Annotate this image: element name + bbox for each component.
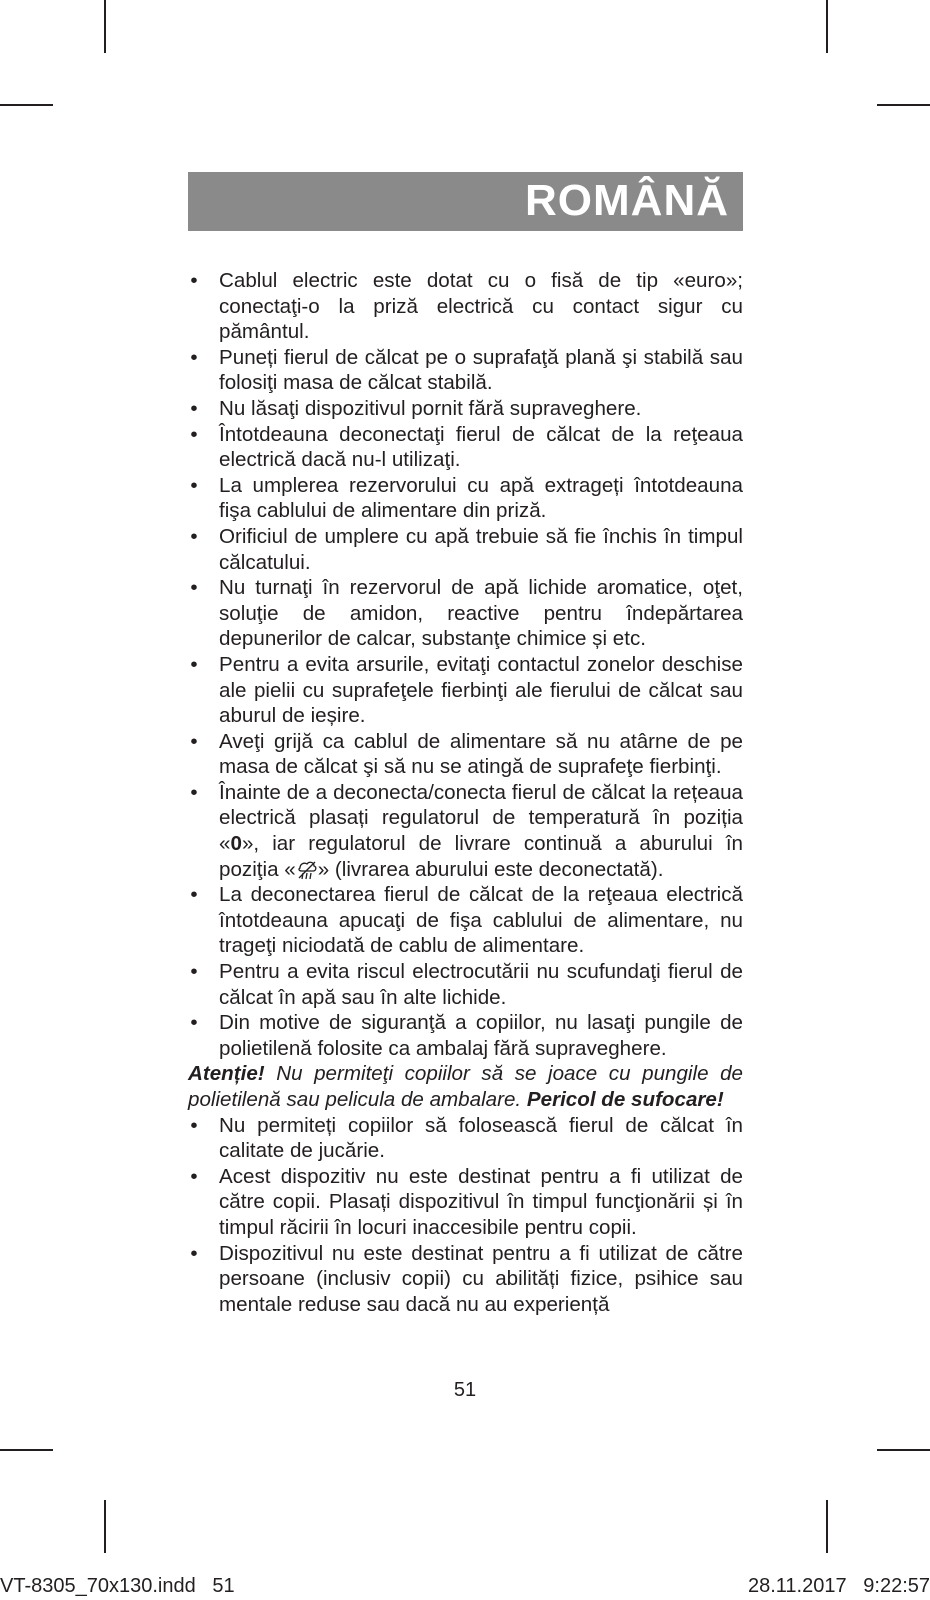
footer-file: VT-8305_70x130.indd 51 [0, 1575, 235, 1597]
bullet: • [190, 729, 198, 753]
language-header [188, 172, 743, 231]
crop-mark [104, 0, 106, 53]
crop-mark [0, 104, 53, 106]
bullet: • [190, 269, 198, 292]
list-item: • Dispozitivul nu este destinat pentru a fi utilizat de către persoane (inclusiv copii) cu abilități fizice, psihice sau mentale reduse sau dacă nu au experiență [188, 1241, 743, 1318]
steam-off-icon [296, 859, 318, 881]
temperature-zero: 0 [230, 832, 242, 856]
list-item: • Pentru a evita arsurile, evitaţi contactul zonelor deschise ale pielii cu suprafeţele fierbinţi ale fierului de călcat sau aburul de ieșire. [188, 652, 743, 729]
safety-list-2 [188, 1113, 743, 1318]
bullet: • [190, 473, 198, 497]
list-item: • Orificiul de umplere cu apă trebuie să fie închis în timpul călcatului. [188, 524, 743, 575]
list-item: • Acest dispozitiv nu este destinat pentru a fi utilizat de către copii. Plasați dispozitivul în timpul funcţionării și în timpul răcirii în locuri inaccesibile pentru copii. [188, 1164, 743, 1241]
warning-paragraph: Atenție! Nu permiteţi copiilor să se joace cu pungile de polietilenă sau pelicula de ambalare. Pericol de sufocare! [188, 1062, 743, 1111]
page-content [188, 268, 743, 1317]
crop-mark [104, 1500, 106, 1553]
list-item: • Pentru a evita riscul electrocutării nu scufundaţi fierul de călcat în apă sau în alte lichide. [188, 959, 743, 1010]
list-item: • Nu permiteți copiilor să folosească fierul de călcat în calitate de jucărie. [188, 1113, 743, 1164]
bullet: • [190, 524, 198, 548]
crop-mark [826, 0, 828, 53]
bullet: • [190, 1011, 198, 1035]
crop-mark [0, 1449, 53, 1451]
bullet: • [190, 345, 198, 369]
bullet: • [190, 1241, 198, 1265]
bullet: • [190, 1113, 198, 1137]
list-item: • La deconectarea fierul de călcat de la reţeaua electrică întotdeauna apucaţi de fişa cablului de alimentare, nu trageţi niciodată de cablu de alimentare. [188, 882, 743, 959]
list-item: • Nu lăsaţi dispozitivul pornit fără supraveghere. [188, 396, 743, 422]
bullet: • [190, 576, 198, 600]
bullet: • [190, 422, 198, 446]
list-item: • Întotdeauna deconectaţi fierul de călcat de la reţeaua electrică dacă nu-l utilizaţi. [188, 422, 743, 473]
danger-label: Pericol de sufocare! [526, 1088, 724, 1111]
list-item: • Cablul electric este dotat cu o fisă de tip «euro»; conectaţi-o la priză electrică cu contact sigur cu pământul. [188, 268, 743, 345]
list-item-regulator: • Înainte de a deconecta/conecta fierul de călcat la rețeaua electrică plasați regulatorul de temperatură în poziția «0», iar regulatorul de livrare continuă a aburului în poziţia « » (livrarea aburului este deconectată). [188, 780, 743, 882]
bullet: • [190, 396, 198, 420]
crop-mark [877, 104, 930, 106]
footer-date: 28.11.2017 9:22:57 [747, 1575, 930, 1597]
list-item: • Nu turnaţi în rezervorul de apă lichide aromatice, oţet, soluţie de amidon, reactive pentru îndepărtarea depunerilor de calcar, substanţe chimice și etc. [188, 575, 743, 652]
list-item: • La umplerea rezervorului cu apă extrageți întotdeauna fişa cablului de alimentare din priză. [188, 473, 743, 524]
list-item: • Din motive de siguranţă a copiilor, nu lasaţi pungile de polietilenă folosite ca ambalaj fără supraveghere. [188, 1010, 743, 1061]
warning-label: Atenție! [188, 1062, 265, 1086]
crop-mark [826, 1500, 828, 1553]
crop-mark [877, 1449, 930, 1451]
bullet: • [190, 883, 198, 907]
safety-list-1 [188, 268, 743, 1061]
bullet: • [190, 652, 198, 676]
bullet: • [190, 1164, 198, 1188]
bullet: • [190, 960, 198, 984]
page-number: 51 [453, 1379, 477, 1401]
list-item: • Aveţi grijă ca cablul de alimentare să nu atârne de pe masa de călcat şi să nu se atingă de suprafeţe fierbinţi. [188, 729, 743, 780]
language-title: ROMÂNĂ [525, 176, 729, 225]
bullet: • [190, 780, 198, 804]
list-item: • Puneți fierul de călcat pe o suprafaţă plană şi stabilă sau folosiţi masa de călcat stabilă. [188, 345, 743, 396]
